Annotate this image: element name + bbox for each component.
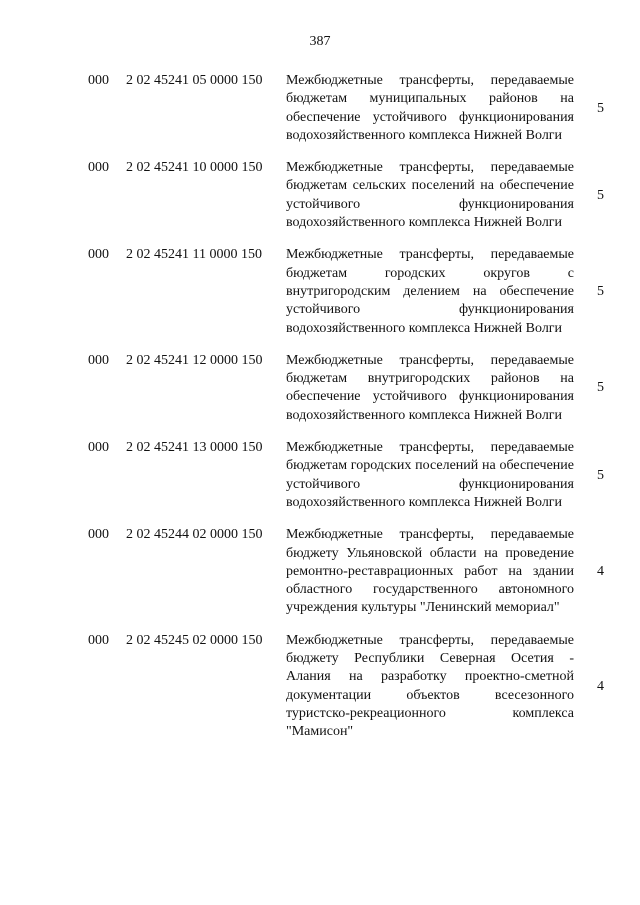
admin-code-cell: 000 bbox=[88, 632, 109, 648]
budget-code-cell: 2 02 45241 11 0000 150 bbox=[126, 247, 262, 263]
value-cell: 5 bbox=[597, 100, 604, 116]
revenue-name-cell: Межбюджетные трансферты, передаваемые бюджету Республики Северная Осетия - Алания на разработку проектно-сметной документации объектов всесезонного туристско-рекреационного комплекса "Мамисон" bbox=[286, 632, 574, 740]
budget-code-cell: 2 02 45241 05 0000 150 bbox=[126, 73, 263, 88]
table-row bbox=[88, 72, 608, 145]
revenue-name-cell: Межбюджетные трансферты, передаваемые бюджетам внутригородских районов на обеспечение устойчивого функционирования водохозяйственного комплекса Нижней Волги bbox=[286, 352, 574, 423]
budget-code-cell: 2 02 45241 12 0000 150 bbox=[126, 352, 263, 368]
budget-code-cell: 2 02 45241 13 0000 150 bbox=[126, 440, 263, 456]
table-row bbox=[88, 159, 608, 232]
value-cell: 4 bbox=[597, 678, 604, 694]
table-row bbox=[88, 352, 608, 425]
revenue-name-cell: Межбюджетные трансферты, передаваемые бюджетам сельских поселений на обеспечение устойчивого функционирования водохозяйственного комплекса Нижней Волги bbox=[286, 160, 574, 231]
budget-code-cell: 2 02 45245 02 0000 150 bbox=[126, 632, 263, 648]
value-cell: 4 bbox=[597, 563, 604, 579]
admin-code-cell: 000 bbox=[88, 440, 109, 456]
admin-code-cell: 000 bbox=[88, 160, 109, 176]
revenue-name-cell: Межбюджетные трансферты, передаваемые бюджетам городских округов с внутригородским делением на обеспечение устойчивого функционирования водохозяйственного комплекса Нижней Волги bbox=[286, 247, 574, 336]
budget-code-cell: 2 02 45244 02 0000 150 bbox=[126, 527, 263, 543]
admin-code-cell: 000 bbox=[88, 247, 109, 263]
revenue-name-cell: Межбюджетные трансферты, передаваемые бюджетам муниципальных районов на обеспечение устойчивого функционирования водохозяйственного комплекса Нижней Волги bbox=[286, 73, 574, 143]
table-row bbox=[88, 439, 608, 512]
admin-code-cell: 000 bbox=[88, 73, 109, 88]
table-row bbox=[88, 246, 608, 337]
admin-code-cell: 000 bbox=[88, 527, 109, 543]
page-number: 387 bbox=[309, 34, 331, 49]
table-row bbox=[88, 526, 608, 617]
value-cell: 5 bbox=[597, 380, 604, 396]
value-cell: 5 bbox=[597, 187, 604, 203]
table-row bbox=[88, 632, 608, 742]
budget-code-cell: 2 02 45241 10 0000 150 bbox=[126, 160, 263, 176]
budget-classification-table bbox=[88, 72, 608, 756]
value-cell: 5 bbox=[597, 284, 604, 300]
value-cell: 5 bbox=[597, 467, 604, 483]
revenue-name-cell: Межбюджетные трансферты, передаваемые бюджету Ульяновской области на проведение ремонтно-реставрационных работ на здании областного государственного автономного учреждения культуры "Ленинский мемориал" bbox=[286, 527, 574, 616]
revenue-name-cell: Межбюджетные трансферты, передаваемые бюджетам городских поселений на обеспечение устойчивого функционирования водохозяйственного комплекса Нижней Волги bbox=[286, 440, 574, 510]
admin-code-cell: 000 bbox=[88, 352, 109, 368]
